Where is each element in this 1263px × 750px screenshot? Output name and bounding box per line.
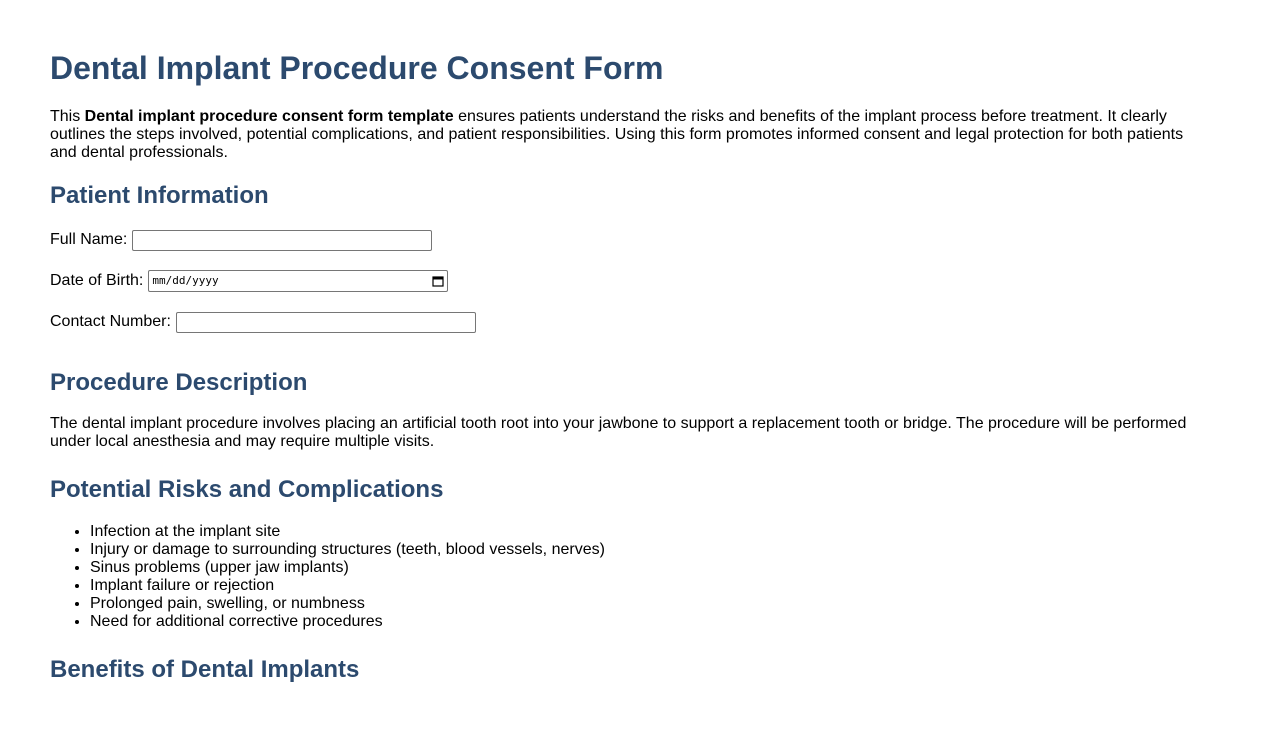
full-name-input[interactable]	[132, 230, 432, 251]
benefits-heading: Benefits of Dental Implants	[50, 656, 360, 683]
dob-input[interactable]	[148, 270, 448, 292]
intro-bold: Dental implant procedure consent form template	[84, 108, 454, 125]
contact-label: Contact Number:	[50, 313, 171, 330]
list-item: • Injury or damage to surrounding structures (teeth, blood vessels, nerves)	[90, 541, 1213, 559]
page-title: Dental Implant Procedure Consent Form	[50, 50, 664, 86]
calendar-icon[interactable]	[432, 275, 444, 287]
full-name-row	[50, 229, 1213, 251]
dob-label: Date of Birth:	[50, 272, 144, 289]
full-name-label: Full Name:	[50, 231, 128, 248]
intro-prefix: This	[50, 108, 85, 125]
risks-list	[50, 523, 1213, 631]
intro-paragraph	[50, 108, 1213, 162]
patient-info-heading: Patient Information	[50, 182, 269, 209]
dob-row	[50, 270, 1213, 292]
list-item: • Sinus problems (upper jaw implants)	[90, 559, 1213, 577]
contact-row	[50, 311, 1213, 333]
consent-form-page	[0, 48, 1263, 684]
procedure-description: The dental implant procedure involves placing an artificial tooth root into your jawbone to support a replacement tooth or bridge. The procedure will be performed under local anesthesia and may require multiple visits.	[50, 415, 1187, 450]
list-item: • Need for additional corrective procedures	[90, 613, 1213, 631]
procedure-heading: Procedure Description	[50, 369, 308, 396]
contact-number-input[interactable]	[176, 312, 476, 333]
risks-heading: Potential Risks and Complications	[50, 476, 444, 503]
list-item: • Implant failure or rejection	[90, 577, 1213, 595]
list-item: • Prolonged pain, swelling, or numbness	[90, 595, 1213, 613]
dob-placeholder: mm/dd/yyyy	[152, 274, 219, 287]
intro-suffix: ensures patients understand the risks and benefits of the implant process before treatment. It clearly outlines the steps involved, potential complications, and patient responsibilities. Using this form promotes informed consent and legal protection for both patients and dental professionals.	[50, 108, 1184, 161]
list-item: • Infection at the implant site	[90, 523, 1213, 541]
